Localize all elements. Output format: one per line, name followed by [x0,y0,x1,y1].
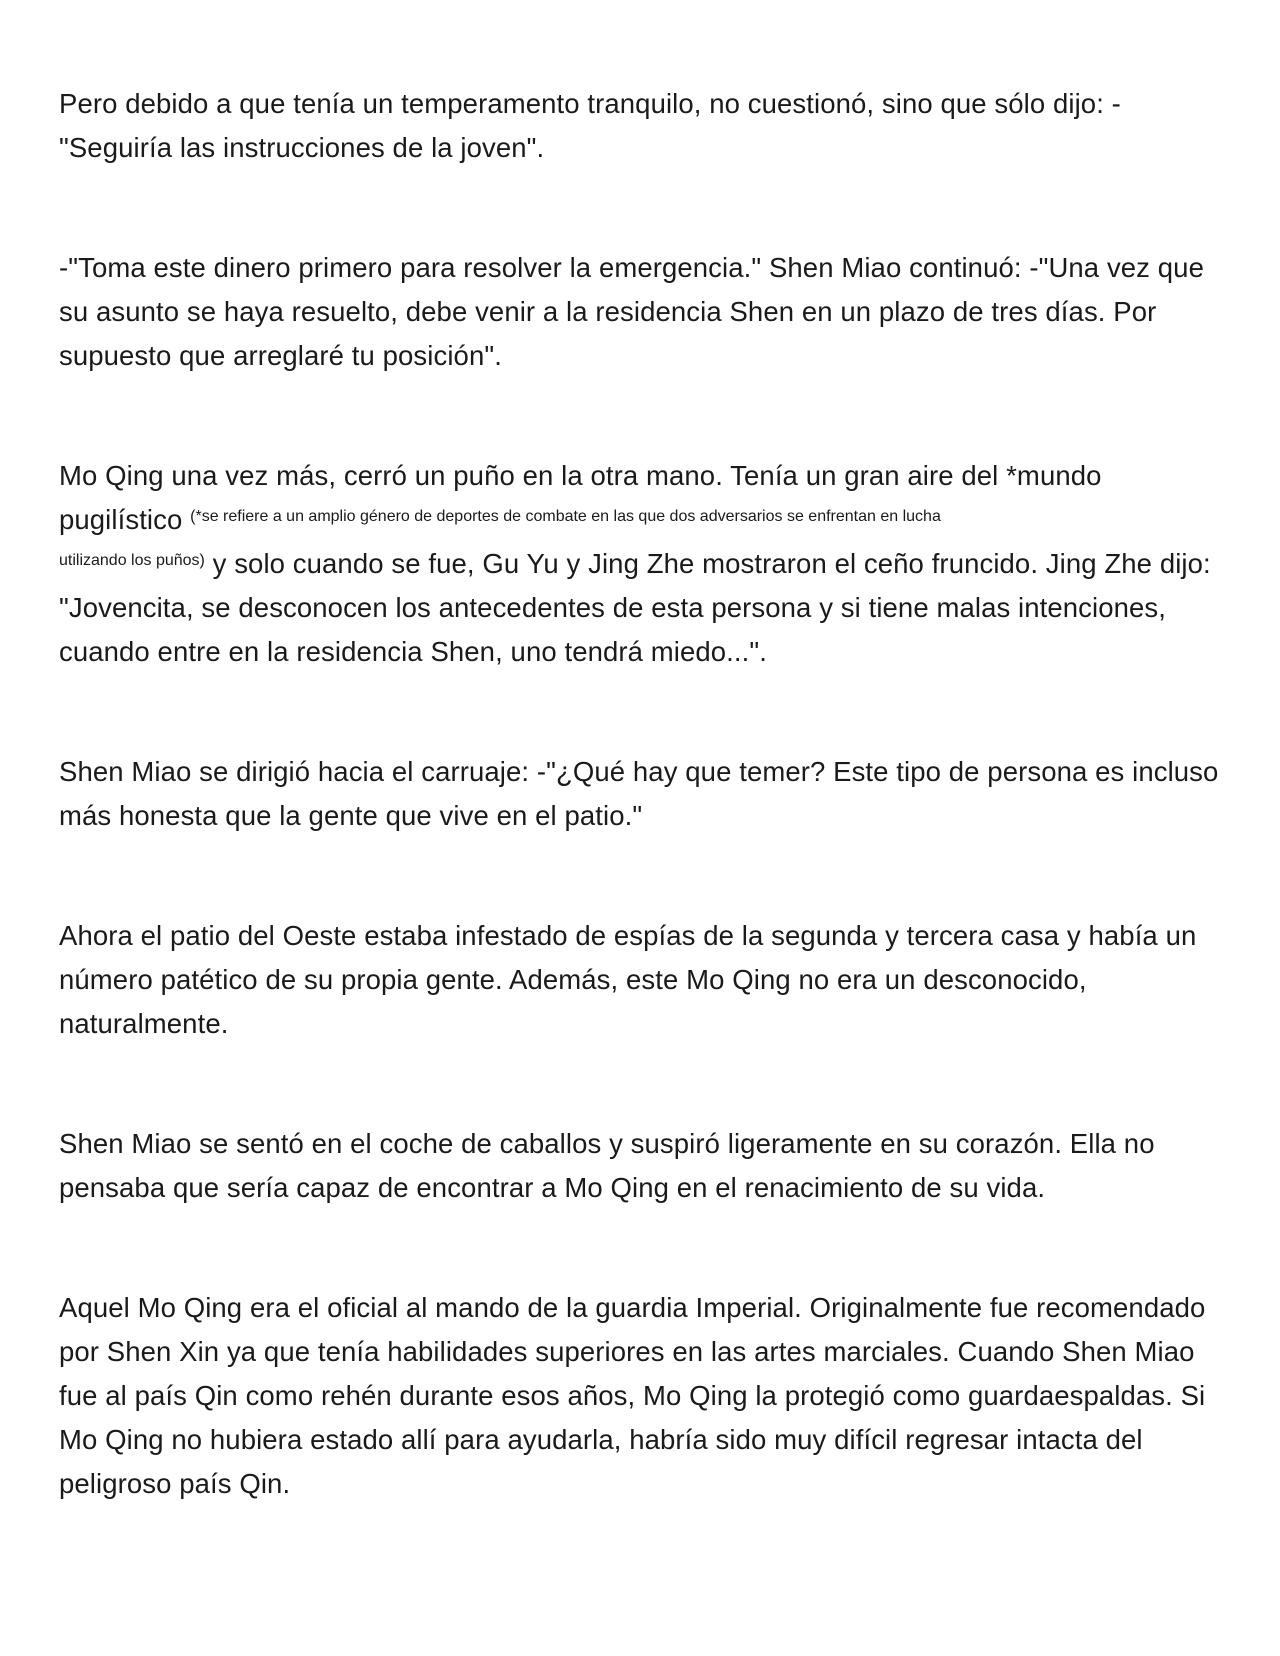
footnote-inline-2: utilizando los puños) [59,552,205,569]
paragraph-4: Shen Miao se dirigió hacia el carruaje: -"¿Qué hay que temer? Este tipo de persona es incluso más honesta que la gente que vive en el patio." [59,756,1219,831]
paragraph-1: Pero debido a que tenía un temperamento tranquilo, no cuestionó, sino que sólo dijo: -"Seguiría las instrucciones de la joven". [59,88,1121,163]
paragraph-5: Ahora el patio del Oeste estaba infestado de espías de la segunda y tercera casa y había un número patético de su propia gente. Además, este Mo Qing no era un desconocido, naturalmente. [59,920,1197,1039]
paragraph-6: Shen Miao se sentó en el coche de caballos y suspiró ligeramente en su corazón. Ella no pensaba que sería capaz de encontrar a Mo Qing en el renacimiento de su vida. [59,1128,1155,1203]
document-page [59,82,1229,1582]
footnote-inline-1: (*se refiere a un amplio género de deportes de combate en las que dos adversarios se enfrentan en lucha [190,508,941,525]
paragraph-3-text-after-note: y solo cuando se fue, Gu Yu y Jing Zhe mostraron el ceño fruncido. Jing Zhe dijo: "Jovencita, se desconocen los antecedentes de esta persona y si tiene malas intenciones, cuando entre en la residencia Shen, uno tendrá miedo...". [59,548,1211,667]
paragraph-3 [59,454,1229,674]
paragraph-2: -"Toma este dinero primero para resolver la emergencia." Shen Miao continuó: -"Una vez que su asunto se haya resuelto, debe venir a la residencia Shen en un plazo de tres días. Por supuesto que arreglaré tu posición". [59,252,1204,371]
paragraph-7: Aquel Mo Qing era el oficial al mando de la guardia Imperial. Originalmente fue recomendado por Shen Xin ya que tenía habilidades superiores en las artes marciales. Cuando Shen Miao fue al país Qin como rehén durante esos años, Mo Qing la protegió como guardaespaldas. Si Mo Qing no hubiera estado allí para ayudarla, habría sido muy difícil regresar intacta del peligroso país Qin. [59,1292,1206,1499]
paragraph-3-text-before-note: Mo Qing una vez más, cerró un puño en la otra mano. Tenía un gran aire del *mundo pugilístico [59,460,1102,535]
